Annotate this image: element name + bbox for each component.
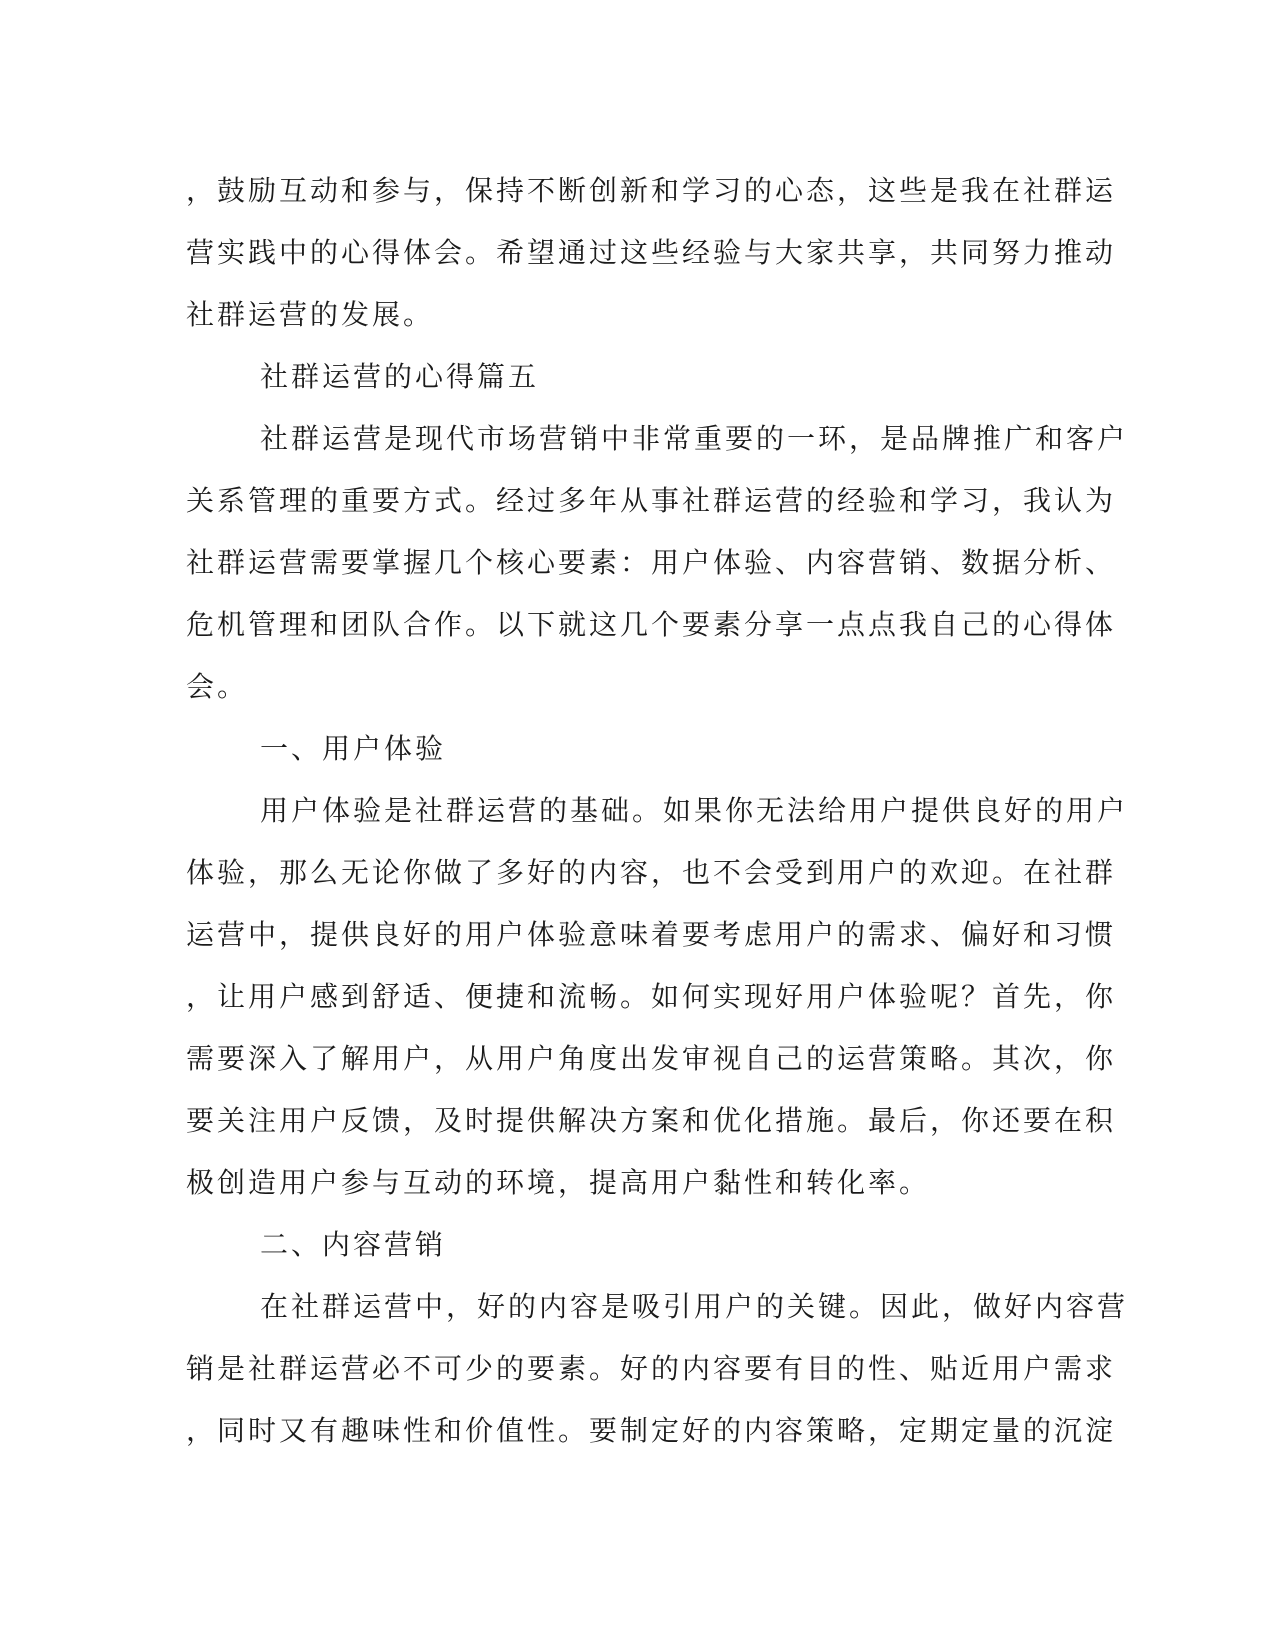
text-line: 社群运营需要掌握几个核心要素：用户体验、内容营销、数据分析、 [186, 546, 1117, 579]
subheading-content-marketing: 二、内容营销 [260, 1228, 447, 1261]
text-line: ，让用户感到舒适、便捷和流畅。如何实现好用户体验呢？首先，你 [186, 980, 1117, 1013]
document-body [186, 160, 1129, 1462]
text-line: 运营中，提供良好的用户体验意味着要考虑用户的需求、偏好和习惯 [186, 918, 1117, 951]
text-line: ，鼓励互动和参与，保持不断创新和学习的心态，这些是我在社群运 [186, 174, 1117, 207]
text-line: 危机管理和团队合作。以下就这几个要素分享一点点我自己的心得体 [186, 608, 1117, 641]
text-line: 需要深入了解用户，从用户角度出发审视自己的运营策略。其次，你 [186, 1042, 1117, 1075]
section-title: 社群运营的心得篇五 [260, 360, 540, 393]
paragraph-start: 用户体验是社群运营的基础。如果你无法给用户提供良好的用户 [260, 794, 1129, 827]
text-line: 销是社群运营必不可少的要素。好的内容要有目的性、贴近用户需求 [186, 1352, 1117, 1385]
subheading-user-experience: 一、用户体验 [260, 732, 447, 765]
text-line: 极创造用户参与互动的环境，提高用户黏性和转化率。 [186, 1166, 931, 1199]
text-line: 营实践中的心得体会。希望通过这些经验与大家共享，共同努力推动 [186, 236, 1117, 269]
text-line: 体验，那么无论你做了多好的内容，也不会受到用户的欢迎。在社群 [186, 856, 1117, 889]
paragraph-start: 在社群运营中，好的内容是吸引用户的关键。因此，做好内容营 [260, 1290, 1129, 1323]
text-line: ，同时又有趣味性和价值性。要制定好的内容策略，定期定量的沉淀 [186, 1414, 1117, 1447]
text-line: 社群运营的发展。 [186, 298, 435, 331]
text-line: 会。 [186, 670, 249, 703]
paragraph-start: 社群运营是现代市场营销中非常重要的一环，是品牌推广和客户 [260, 422, 1129, 455]
text-line: 关系管理的重要方式。经过多年从事社群运营的经验和学习，我认为 [186, 484, 1117, 517]
text-line: 要关注用户反馈，及时提供解决方案和优化措施。最后，你还要在积 [186, 1104, 1117, 1137]
